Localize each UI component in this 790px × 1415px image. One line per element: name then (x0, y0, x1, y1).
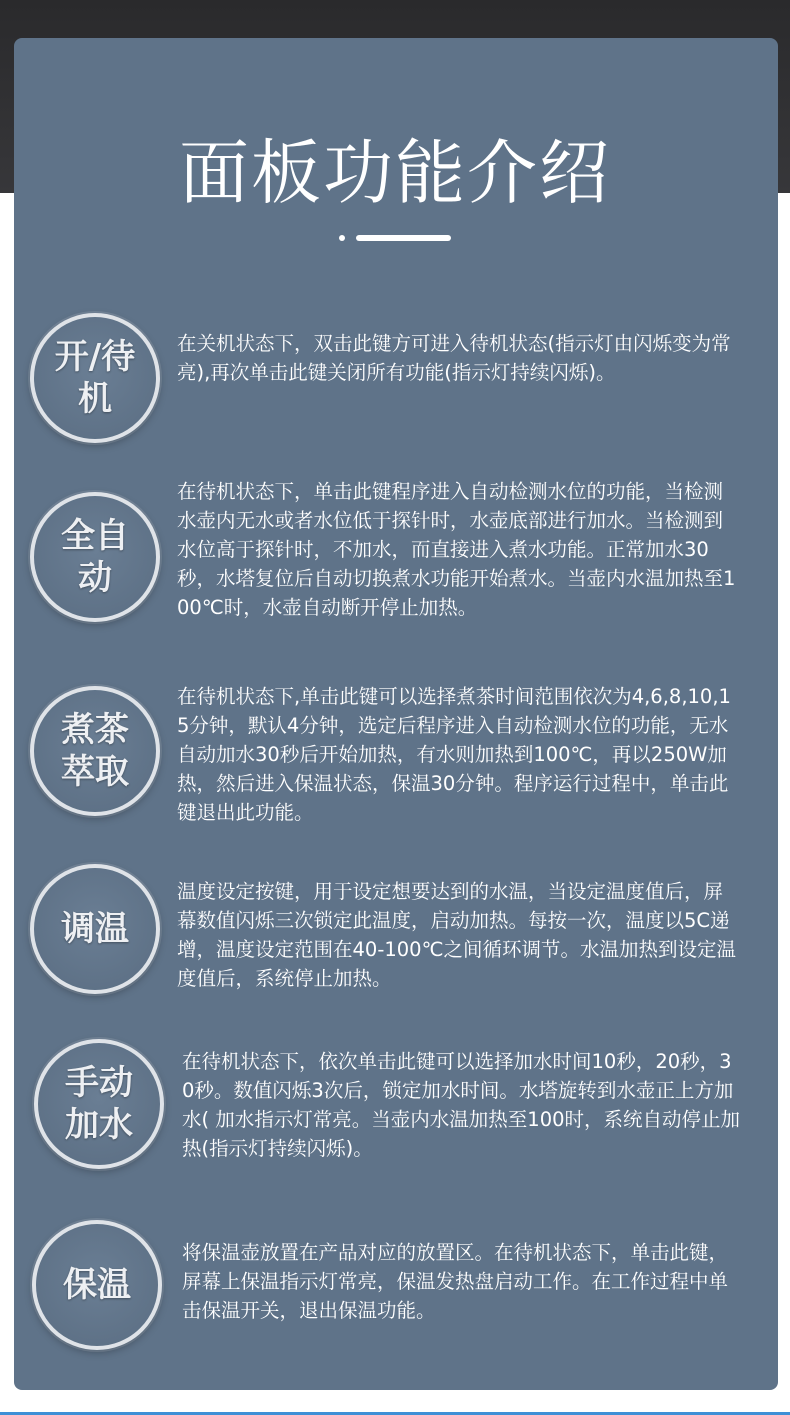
title-decoration-dot (339, 235, 345, 241)
feature-badge-label: 开/待机 (54, 337, 136, 419)
feature-badge-label: 煮茶萃取 (61, 710, 129, 792)
feature-description: 温度设定按键，用于设定想要达到的水温，当设定温度值后，屏幕数值闪烁三次锁定此温度，启动加热。每按一次，温度以5C递增，温度设定范围在40-100℃之间循环调节。水温加热到设定温度值后，系统停止加热。 (177, 880, 736, 990)
feature-description: 在关机状态下，双击此键方可进入待机状态(指示灯由闪烁变为常亮),再次单击此键关闭所有功能(指示灯持续闪烁)。 (177, 332, 731, 384)
page-title: 面板功能介绍 (179, 132, 611, 214)
feature-description: 将保温壶放置在产品对应的放置区。在待机状态下，单击此键，屏幕上保温指示灯常亮，保温发热盘启动工作。在工作过程中单击保温开关，退出保温功能。 (182, 1241, 729, 1322)
feature-badge-label: 保温 (63, 1265, 131, 1305)
feature-badge-label: 全自动 (61, 516, 129, 598)
feature-description: 在待机状态下，单击此键程序进入自动检测水位的功能，当检测水壶内无水或者水位低于探针时，水壶底部进行加水。当检测到水位高于探针时，不加水，而直接进入煮水功能。正常加水30秒，水塔复位后自动切换煮水功能开始煮水。当壶内水温加热至100℃时，水壶自动断开停止加热。 (177, 480, 736, 619)
feature-badge (30, 492, 160, 622)
feature-description: 在待机状态下,单击此键可以选择煮茶时间范围依次为4,6,8,10,15分钟，默认4分钟，选定后程序进入自动检测水位的功能，无水自动加水30秒后开始加热，有水则加热到100℃，再以250W加热，然后进入保温状态，保温30分钟。程序运行过程中，单击此键退出此功能。 (177, 685, 731, 824)
feature-badge (30, 686, 160, 816)
title-decoration-dash (356, 235, 451, 241)
feature-badge-label: 手动加水 (65, 1063, 133, 1145)
feature-badge (30, 864, 160, 994)
feature-description: 在待机状态下，依次单击此键可以选择加水时间10秒，20秒，30秒。数值闪烁3次后，锁定加水时间。水塔旋转到水壶正上方加水( 加水指示灯常亮。当壶内水温加热至100时，系统自动停止加热(指示灯持续闪烁)。 (182, 1050, 741, 1160)
feature-badge (32, 1220, 162, 1350)
feature-badge-label: 调温 (61, 909, 129, 949)
feature-badge (30, 313, 160, 443)
feature-badge (34, 1039, 164, 1169)
